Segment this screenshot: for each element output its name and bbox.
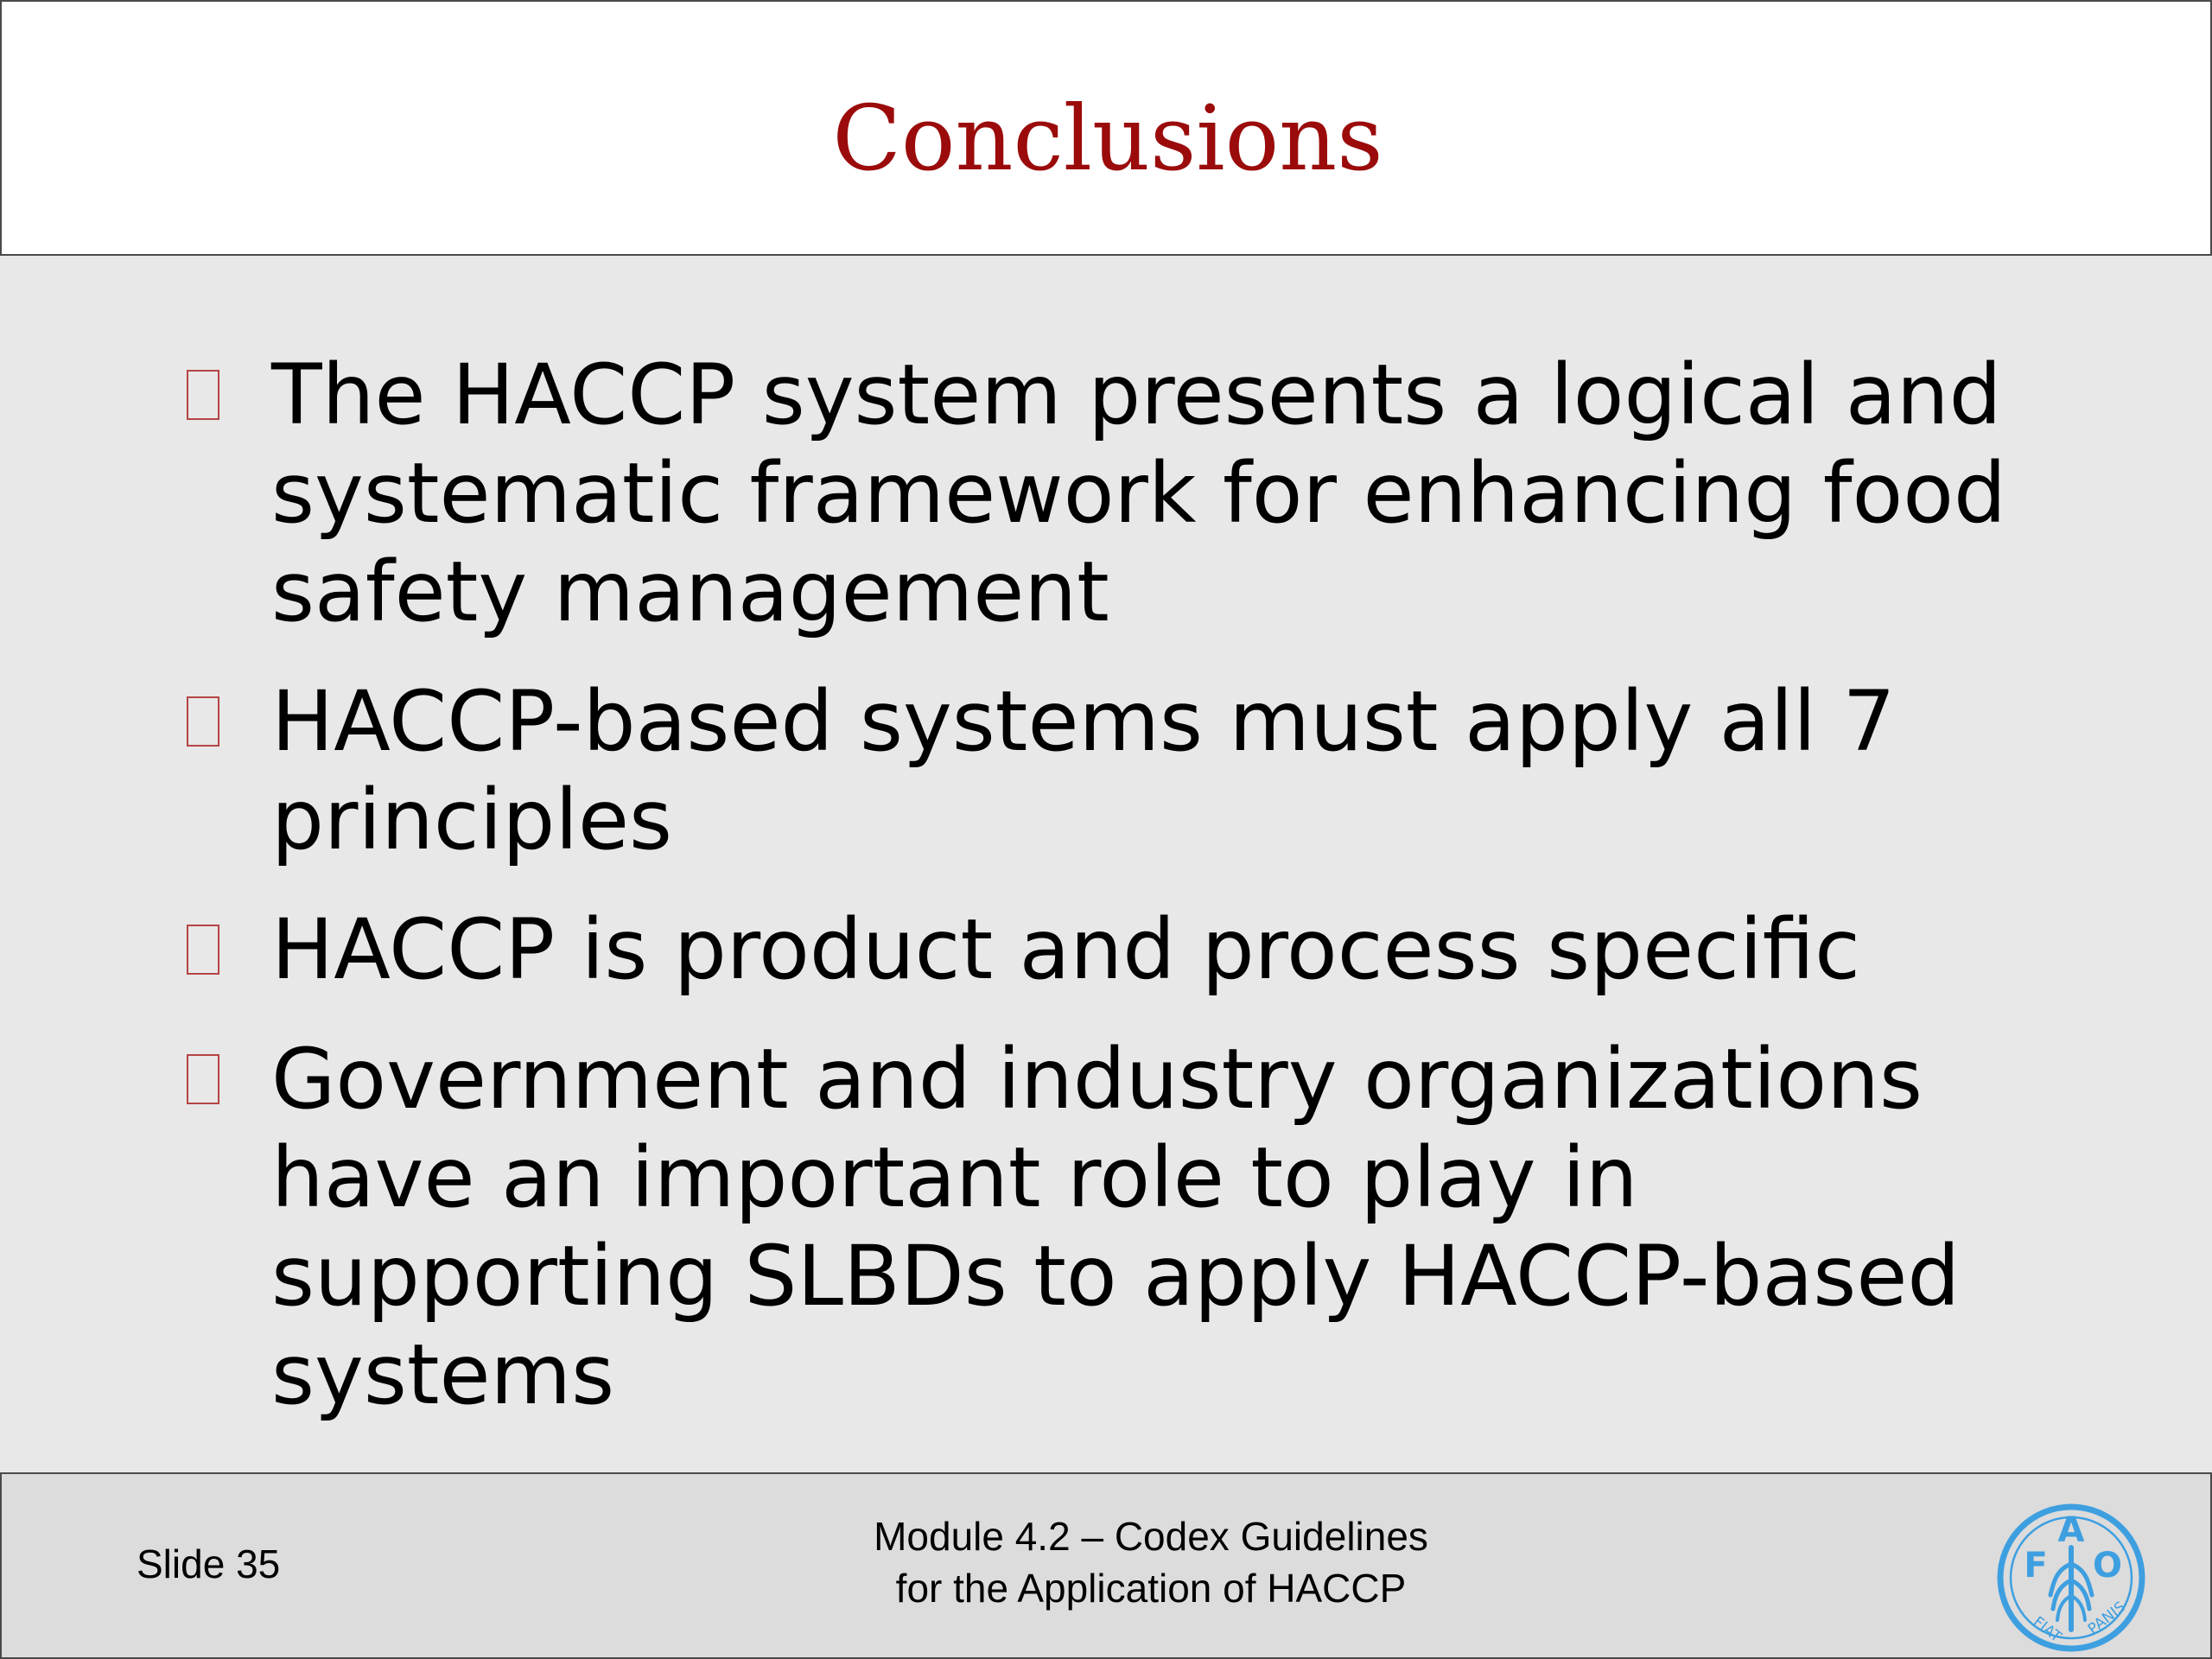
bullet-text: HACCP is product and process specific: [271, 901, 1860, 998]
square-bullet-icon: [187, 696, 219, 747]
bullet-item: [181, 900, 2108, 999]
svg-text:O: O: [2092, 1546, 2123, 1586]
slide-number: Slide 35: [137, 1541, 281, 1586]
svg-text:FIAT: FIAT: [2029, 1613, 2065, 1646]
svg-text:A: A: [2057, 1510, 2085, 1550]
module-caption-line-1: Module 4.2 – Codex Guidelines: [874, 1514, 1428, 1559]
module-caption: [719, 1510, 1583, 1614]
bullet-item: [181, 346, 2108, 641]
bullet-text: Government and industry organizations have an important role to play in supporting SLBDs to apply HACCP-based systems: [271, 1031, 1961, 1423]
svg-text:PANIS: PANIS: [2084, 1598, 2129, 1638]
bullet-list: [181, 346, 2108, 1455]
bullet-item: [181, 672, 2108, 869]
fao-logo-icon: [1993, 1500, 2149, 1656]
slide-footer: [0, 1472, 2212, 1659]
slide-title: Conclusions: [832, 86, 1383, 191]
square-bullet-icon: [187, 370, 219, 420]
bullet-text: The HACCP system presents a logical and systematic framework for enhancing food safety management: [271, 346, 2006, 640]
module-caption-line-2: for the Application of HACCP: [895, 1566, 1407, 1611]
svg-text:F: F: [2024, 1546, 2048, 1586]
square-bullet-icon: [187, 1054, 219, 1104]
bullet-text: HACCP-based systems must apply all 7 principles: [271, 673, 1896, 868]
slide-header: [0, 0, 2212, 256]
square-bullet-icon: [187, 925, 219, 975]
bullet-item: [181, 1030, 2108, 1424]
